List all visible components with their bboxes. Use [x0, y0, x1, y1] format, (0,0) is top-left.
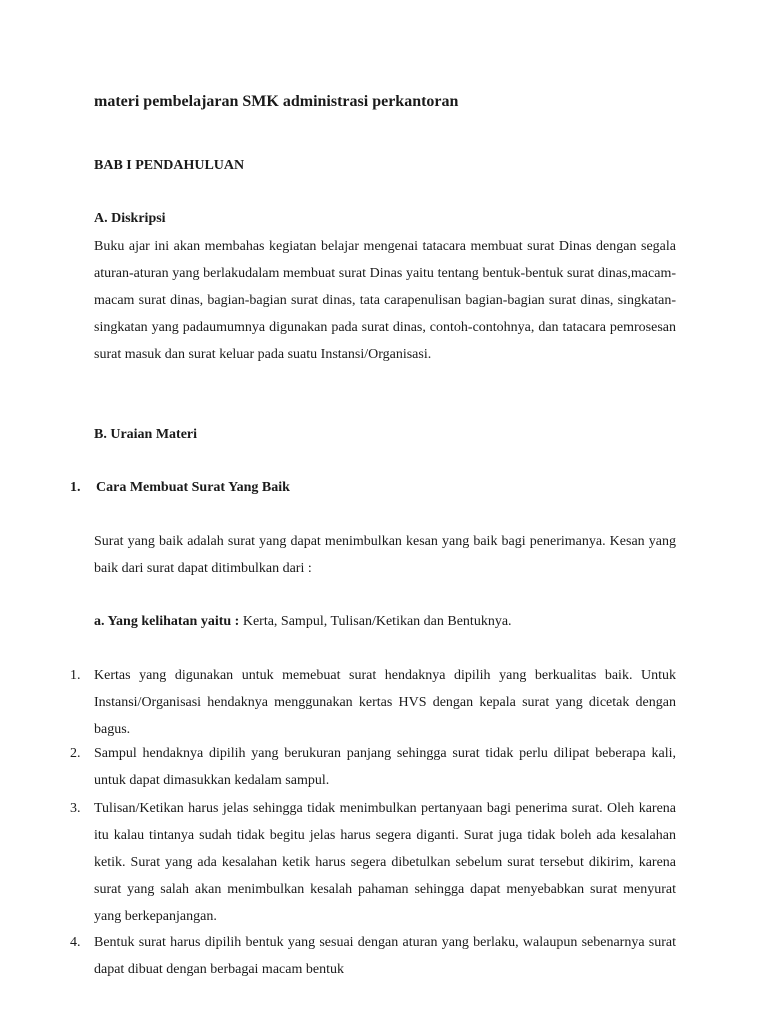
section-a-paragraph: Buku ajar ini akan membahas kegiatan belajar mengenai tatacara membuat surat Dinas dengan segala aturan-aturan yang berlakudalam membuat surat Dinas yaitu tentang bentuk-bentuk surat dinas,macam-macam surat dinas, bagian-bagian surat dinas, tata carapenulisan bagian-bagian surat dinas, singkatan-singkatan yang padaumumnya digunakan pada surat dinas, contoh-contohnya, dan tatacara pemrosesan surat masuk dan surat keluar pada suatu Instansi/Organisasi. — [94, 239, 676, 362]
subsection-1a-line — [94, 614, 512, 630]
list-item — [70, 740, 676, 794]
list-item-text: Tulisan/Ketikan harus jelas sehingga tidak menimbulkan pertanyaan bagi penerima surat. Oleh karena itu kalau tintanya sudah tidak begitu jelas harus segera diganti. Surat juga tidak boleh ada kesalahan ketik. Surat yang ada kesalahan ketik harus segera dibetulkan sebelum surat tersebut dikirim, karena surat yang salah akan menimbulkan kesalah pahaman sehingga dapat menyebabkan surat menyurat yang berkepanjangan. — [94, 801, 676, 924]
list-item-text: Sampul hendaknya dipilih yang berukuran panjang sehingga surat tidak perlu dilipat beberapa kali, untuk dapat dimasukkan kedalam sampul. — [94, 746, 676, 788]
subsection-1-paragraph: Surat yang baik adalah surat yang dapat menimbulkan kesan yang baik bagi penerimanya. Kesan yang baik dari surat dapat ditimbulkan dari : — [94, 534, 676, 576]
list-item-number: 1. — [70, 668, 81, 683]
subsection-1-number: 1. — [70, 480, 81, 495]
document-title: materi pembelajaran SMK administrasi perkantoran — [94, 93, 459, 110]
subsection-1-heading — [70, 480, 290, 496]
list-item-text: Bentuk surat harus dipilih bentuk yang sesuai dengan aturan yang berlaku, walaupun sebenarnya surat dapat dibuat dengan berbagai macam bentuk — [94, 935, 676, 977]
list-item — [70, 929, 676, 983]
list-item-text: Kertas yang digunakan untuk memebuat surat hendaknya dipilih yang berkualitas baik. Untuk Instansi/Organisasi hendaknya menggunakan kertas HVS dengan kepala surat yang dicetak dengan bagus. — [94, 668, 676, 737]
chapter-heading: BAB I PENDAHULUAN — [94, 158, 245, 173]
subsection-1-title: Cara Membuat Surat Yang Baik — [96, 480, 290, 495]
list-item-number: 4. — [70, 935, 81, 950]
list-item-number: 2. — [70, 746, 81, 761]
section-b-heading: B. Uraian Materi — [94, 427, 198, 442]
subsection-1a-text: Kerta, Sampul, Tulisan/Ketikan dan Bentuknya. — [239, 614, 512, 629]
list-item — [70, 662, 676, 743]
section-a-heading: A. Diskripsi — [94, 211, 166, 226]
subsection-1a-label: a. Yang kelihatan yaitu : — [94, 614, 240, 629]
list-item — [70, 795, 676, 930]
list-item-number: 3. — [70, 801, 81, 816]
